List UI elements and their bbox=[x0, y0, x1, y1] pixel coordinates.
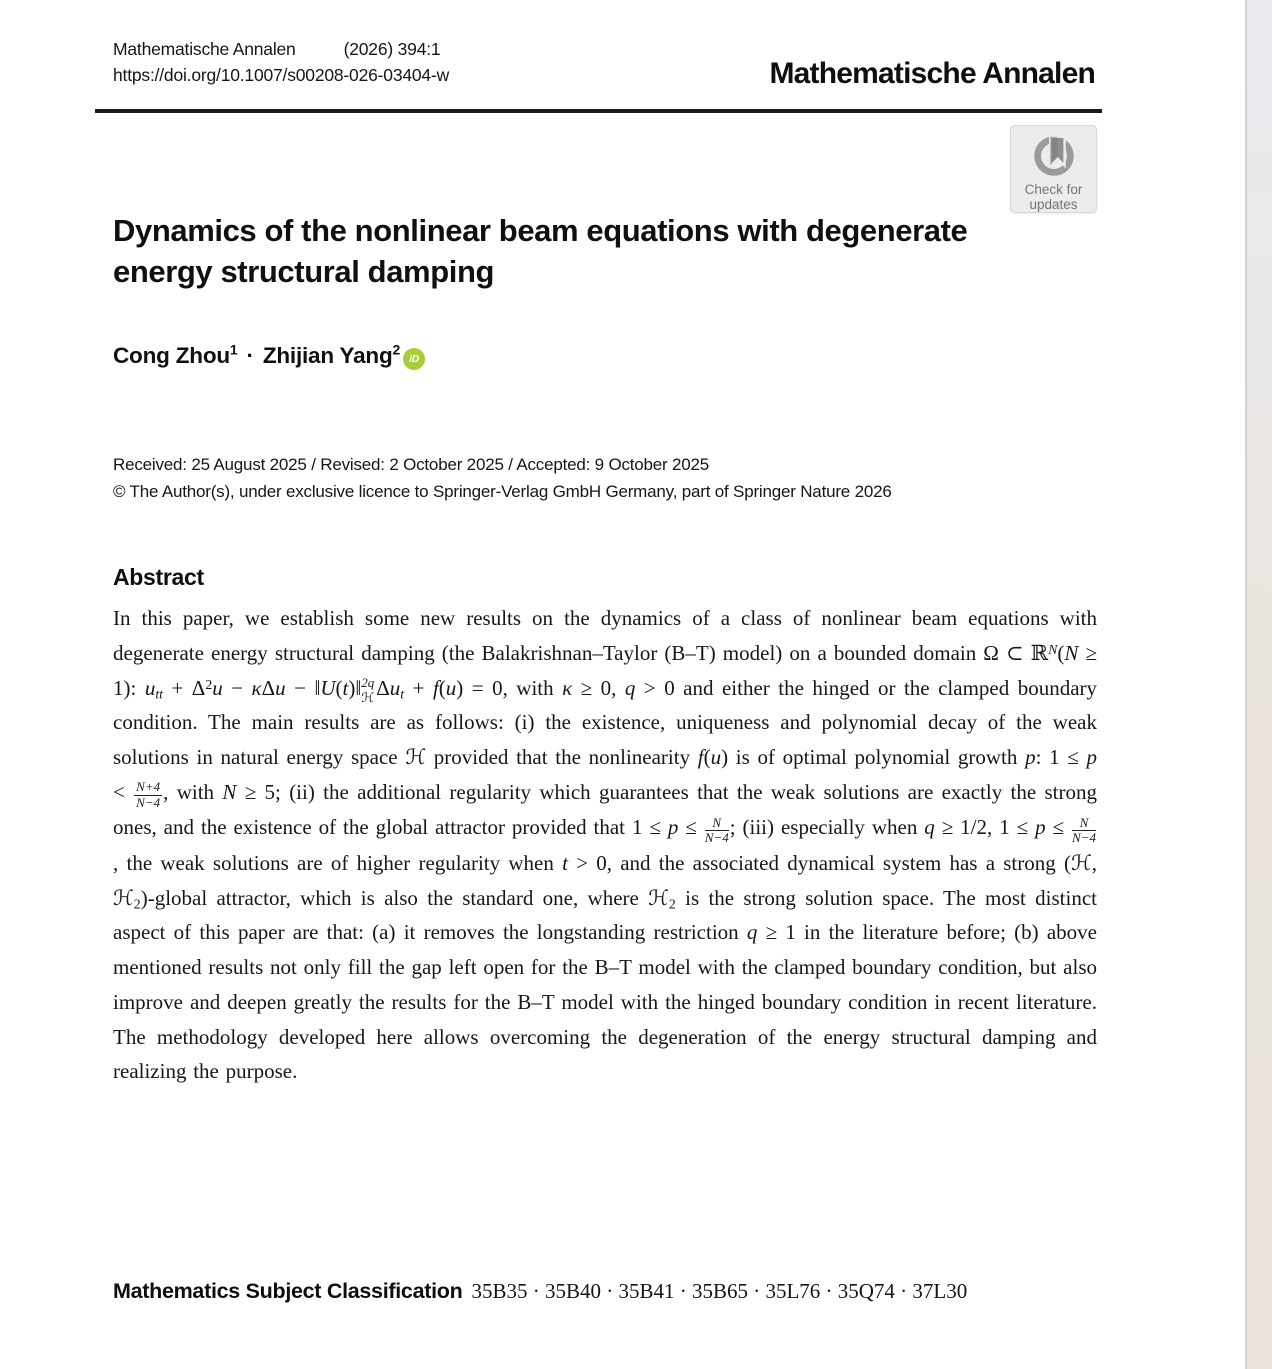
header-line1 bbox=[113, 36, 449, 62]
author-1-affiliation-sup: 1 bbox=[229, 341, 238, 358]
article-title: Dynamics of the nonlinear beam equations with degenerate energy structural damping bbox=[113, 213, 968, 289]
check-updates-badge[interactable] bbox=[1010, 125, 1097, 213]
journal-logo: Mathematische Annalen bbox=[769, 57, 1095, 90]
msc-label: Mathematics Subject Classification bbox=[113, 1279, 463, 1303]
article-meta bbox=[113, 451, 892, 505]
check-updates-icon bbox=[1028, 131, 1080, 181]
header-journal-name: Mathematische Annalen bbox=[113, 39, 296, 59]
author-separator: · bbox=[246, 343, 254, 368]
author-2 bbox=[263, 343, 400, 369]
badge-line1: Check for bbox=[1024, 182, 1083, 197]
abstract-heading: Abstract bbox=[113, 564, 204, 590]
badge-line2: updates bbox=[1029, 197, 1078, 212]
doi-link[interactable]: https://doi.org/10.1007/s00208-026-03404-w bbox=[113, 65, 450, 85]
header-citation-block bbox=[113, 36, 449, 88]
author-2-affiliation-sup: 2 bbox=[392, 341, 401, 358]
page-edge-strip bbox=[1245, 0, 1272, 1369]
orcid-icon[interactable]: iD bbox=[403, 348, 425, 370]
dates-line: Received: 25 August 2025 / Revised: 2 October 2025 / Accepted: 9 October 2025 bbox=[113, 455, 710, 474]
abstract-text: In this paper, we establish some new results on the dynamics of a class of nonlinear beam equations with degenerate energy structural damping (the Balakrishnan–Taylor (B–T) model) on a bounded domain Ω ⊂ ℝ$^N$(N ≥ 1): utt + $\Delta^2u - \kappa\Delta u$ − ‖U(t)‖ 2q ℋ Δut + f(u) = 0, with κ ≥ 0, q > 0 and either the hinged or the clamped boundary condition. The main results are as follows: (i) the existence, uniqueness and polynomial decay of the weak solutions in natural energy space ℋ provided that the nonlinearity f(u) is of optimal polynomial growth p: 1 ≤ p < $\frac{N+4}{N-4}$ , with N ≥ 5; (ii) the additional regularity which guarantees that the weak solutions are exactly the strong ones, and the existence of the global attractor provided that 1 ≤ p ≤ $\frac{N}{N-4}$ ; (iii) especially when q ≥ 1/2, 1 ≤ p ≤ $\frac{N}{N-4}$ , the weak solutions are of higher regularity when t > 0, and the associated dynamical system has a strong (ℋ, ℋ2)-global attractor, which is also the standard one, where ℋ2 is the strong solution space. The most distinct aspect of this paper are that: (a) it removes the longstanding restriction q ≥ 1 in the literature before; (b) above mentioned results not only fill the gap left open for the B–T model with the clamped boundary condition, but also improve and deepen greatly the results for the B–T model with the hinged boundary condition in recent literature. The methodology developed here allows overcoming the degeneration of the energy structural damping and realizing the purpose. bbox=[113, 606, 1098, 1084]
check-updates-label bbox=[1025, 182, 1083, 212]
author-1-name: Cong Zhou bbox=[113, 343, 230, 368]
copyright-line: © The Author(s), under exclusive licence to Springer-Verlag GmbH Germany, part of Springer Nature 2026 bbox=[113, 482, 892, 501]
author-2-name: Zhijian Yang bbox=[262, 343, 393, 368]
authors-line bbox=[113, 343, 425, 369]
msc-block bbox=[113, 1274, 1097, 1309]
header-rule bbox=[95, 109, 1102, 113]
author-1 bbox=[113, 343, 238, 369]
msc-codes: 35B35 · 35B40 · 35B41 · 35B65 · 35L76 · 35Q74 · 37L30 bbox=[471, 1279, 968, 1303]
header-issue-info: (2026) 394:1 bbox=[343, 39, 441, 59]
